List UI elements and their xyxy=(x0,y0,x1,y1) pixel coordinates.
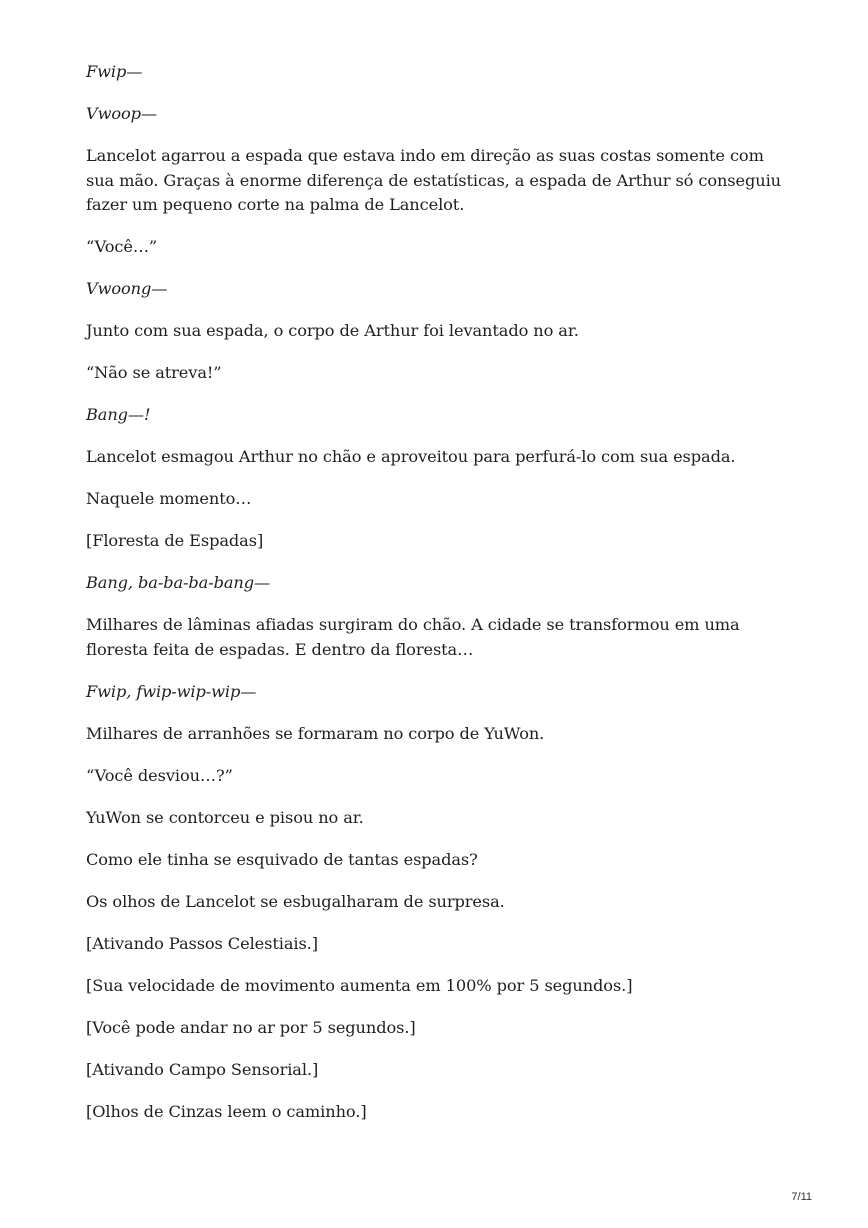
paragraph: [Você pode andar no ar por 5 segundos.] xyxy=(86,1017,416,1037)
paragraph: Vwoong— xyxy=(86,279,168,298)
paragraph: “Você…” xyxy=(86,237,158,256)
paragraph: Lancelot agarrou a espada que estava indo em direção as suas costas somente com sua mão. Graças à enorme diferença de estatísticas, a espada de Arthur só conseguiu fazer um pequeno corte na palma de Lancelot. xyxy=(86,146,781,214)
paragraph: Junto com sua espada, o corpo de Arthur foi levantado no ar. xyxy=(86,321,579,340)
paragraph: YuWon se contorceu e pisou no ar. xyxy=(86,807,364,827)
paragraph: “Não se atreva!” xyxy=(86,363,222,382)
paragraph: “Você desviou…?” xyxy=(86,765,233,785)
paragraph: [Ativando Passos Celestiais.] xyxy=(86,933,318,953)
paragraph: Naquele momento… xyxy=(86,489,252,508)
paragraph: [Olhos de Cinzas leem o caminho.] xyxy=(86,1101,367,1121)
paragraph: Lancelot esmagou Arthur no chão e aproveitou para perfurá-lo com sua espada. xyxy=(86,447,736,466)
paragraph: Milhares de lâminas afiadas surgiram do chão. A cidade se transformou em uma floresta feita de espadas. E dentro da floresta… xyxy=(86,615,740,659)
paragraph: Bang—! xyxy=(86,405,151,424)
paragraph: [Sua velocidade de movimento aumenta em 100% por 5 segundos.] xyxy=(86,975,633,995)
paragraph: [Ativando Campo Sensorial.] xyxy=(86,1059,319,1079)
paragraph: Vwoop— xyxy=(86,104,157,123)
paragraph: Bang, ba-ba-ba-bang— xyxy=(86,573,271,592)
paragraph: Milhares de arranhões se formaram no corpo de YuWon. xyxy=(86,723,545,743)
page-number: 7/11 xyxy=(791,1191,812,1203)
paragraph: Como ele tinha se esquivado de tantas espadas? xyxy=(86,849,478,869)
paragraph: Fwip— xyxy=(86,62,143,81)
document-body xyxy=(86,60,786,1142)
paragraph: Fwip, fwip-wip-wip— xyxy=(86,681,257,701)
paragraph: [Floresta de Espadas] xyxy=(86,531,264,550)
paragraph: Os olhos de Lancelot se esbugalharam de surpresa. xyxy=(86,891,505,911)
